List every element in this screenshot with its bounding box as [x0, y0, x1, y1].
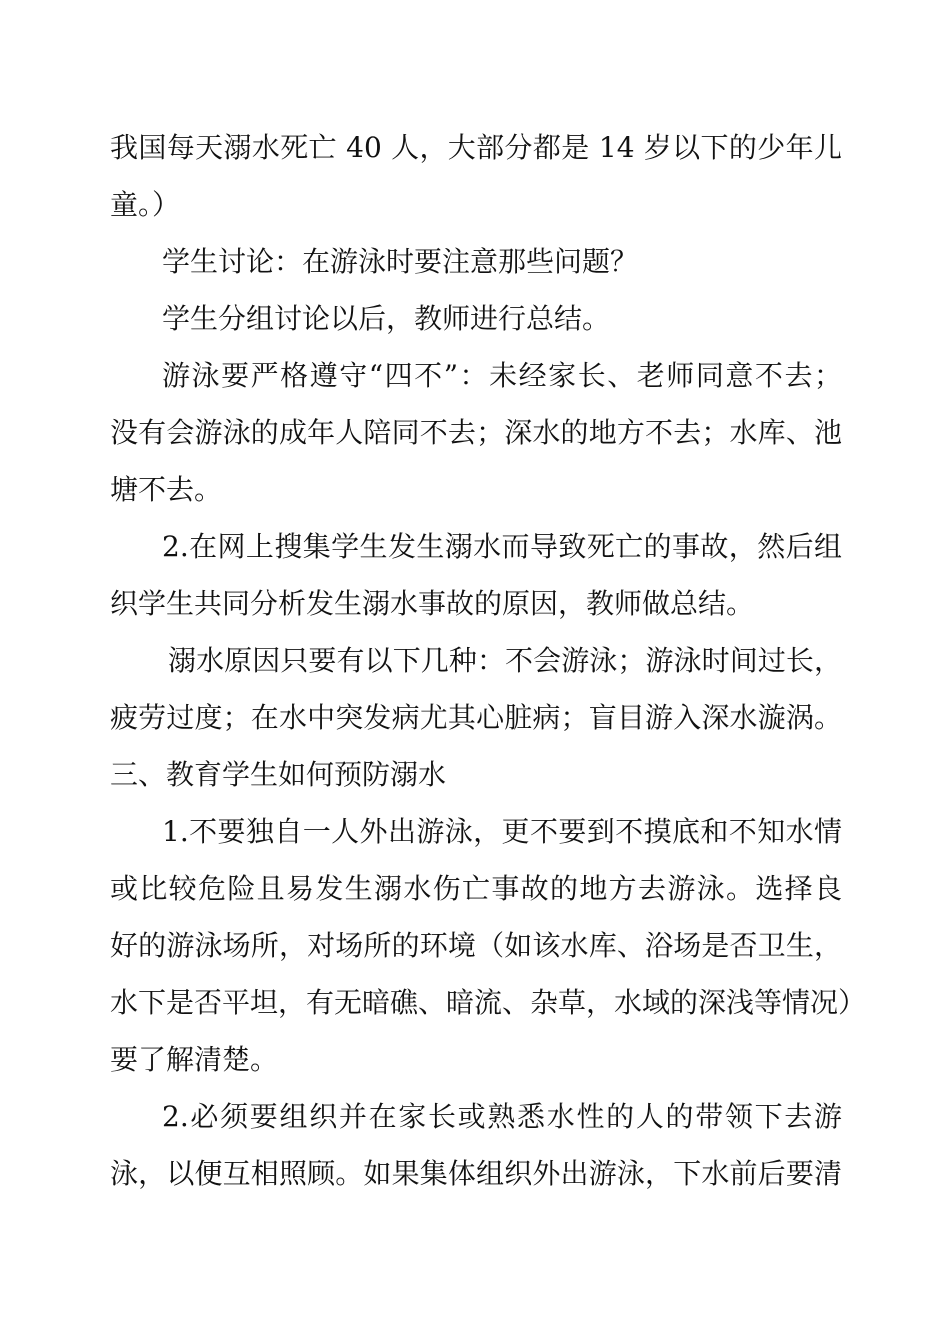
section-heading: 三、教育学生如何预防溺水 — [110, 758, 447, 791]
paragraph-line: 我国每天溺水死亡 40 人，大部分都是 14 岁以下的少年儿 — [110, 131, 842, 164]
paragraph-line: 2.必须要组织并在家长或熟悉水性的人的带领下去游 — [162, 1100, 842, 1133]
paragraph-line: 没有会游泳的成年人陪同不去；深水的地方不去；水库、池 — [110, 416, 842, 449]
paragraph-line: 1.不要独自一人外出游泳，更不要到不摸底和不知水情 — [162, 815, 842, 848]
paragraph-line: 要了解清楚。 — [110, 1043, 279, 1076]
paragraph-line: 学生讨论：在游泳时要注意那些问题？ — [162, 245, 639, 278]
paragraph-line: 织学生共同分析发生溺水事故的原因，教师做总结。 — [110, 587, 755, 620]
paragraph-line: 好的游泳场所，对场所的环境（如该水库、浴场是否卫生， — [110, 929, 842, 962]
paragraph-line: 溺水原因只要有以下几种：不会游泳；游泳时间过长， — [168, 644, 842, 677]
paragraph-line: 或比较危险且易发生溺水伤亡事故的地方去游泳。选择良 — [110, 872, 842, 905]
paragraph-line: 童。） — [110, 188, 181, 221]
paragraph-line: 学生分组讨论以后，教师进行总结。 — [162, 302, 611, 335]
paragraph-line: 疲劳过度；在水中突发病尤其心脏病；盲目游入深水漩涡。 — [110, 701, 842, 734]
paragraph-line: 游泳要严格遵守“四不”：未经家长、老师同意不去； — [162, 359, 842, 392]
paragraph-line: 泳，以便互相照顾。如果集体组织外出游泳，下水前后要清 — [110, 1157, 842, 1190]
paragraph-line: 水下是否平坦，有无暗礁、暗流、杂草，水域的深浅等情况） — [110, 986, 867, 1019]
paragraph-line: 塘不去。 — [110, 473, 223, 506]
paragraph-line: 2.在网上搜集学生发生溺水而导致死亡的事故，然后组 — [162, 530, 842, 563]
